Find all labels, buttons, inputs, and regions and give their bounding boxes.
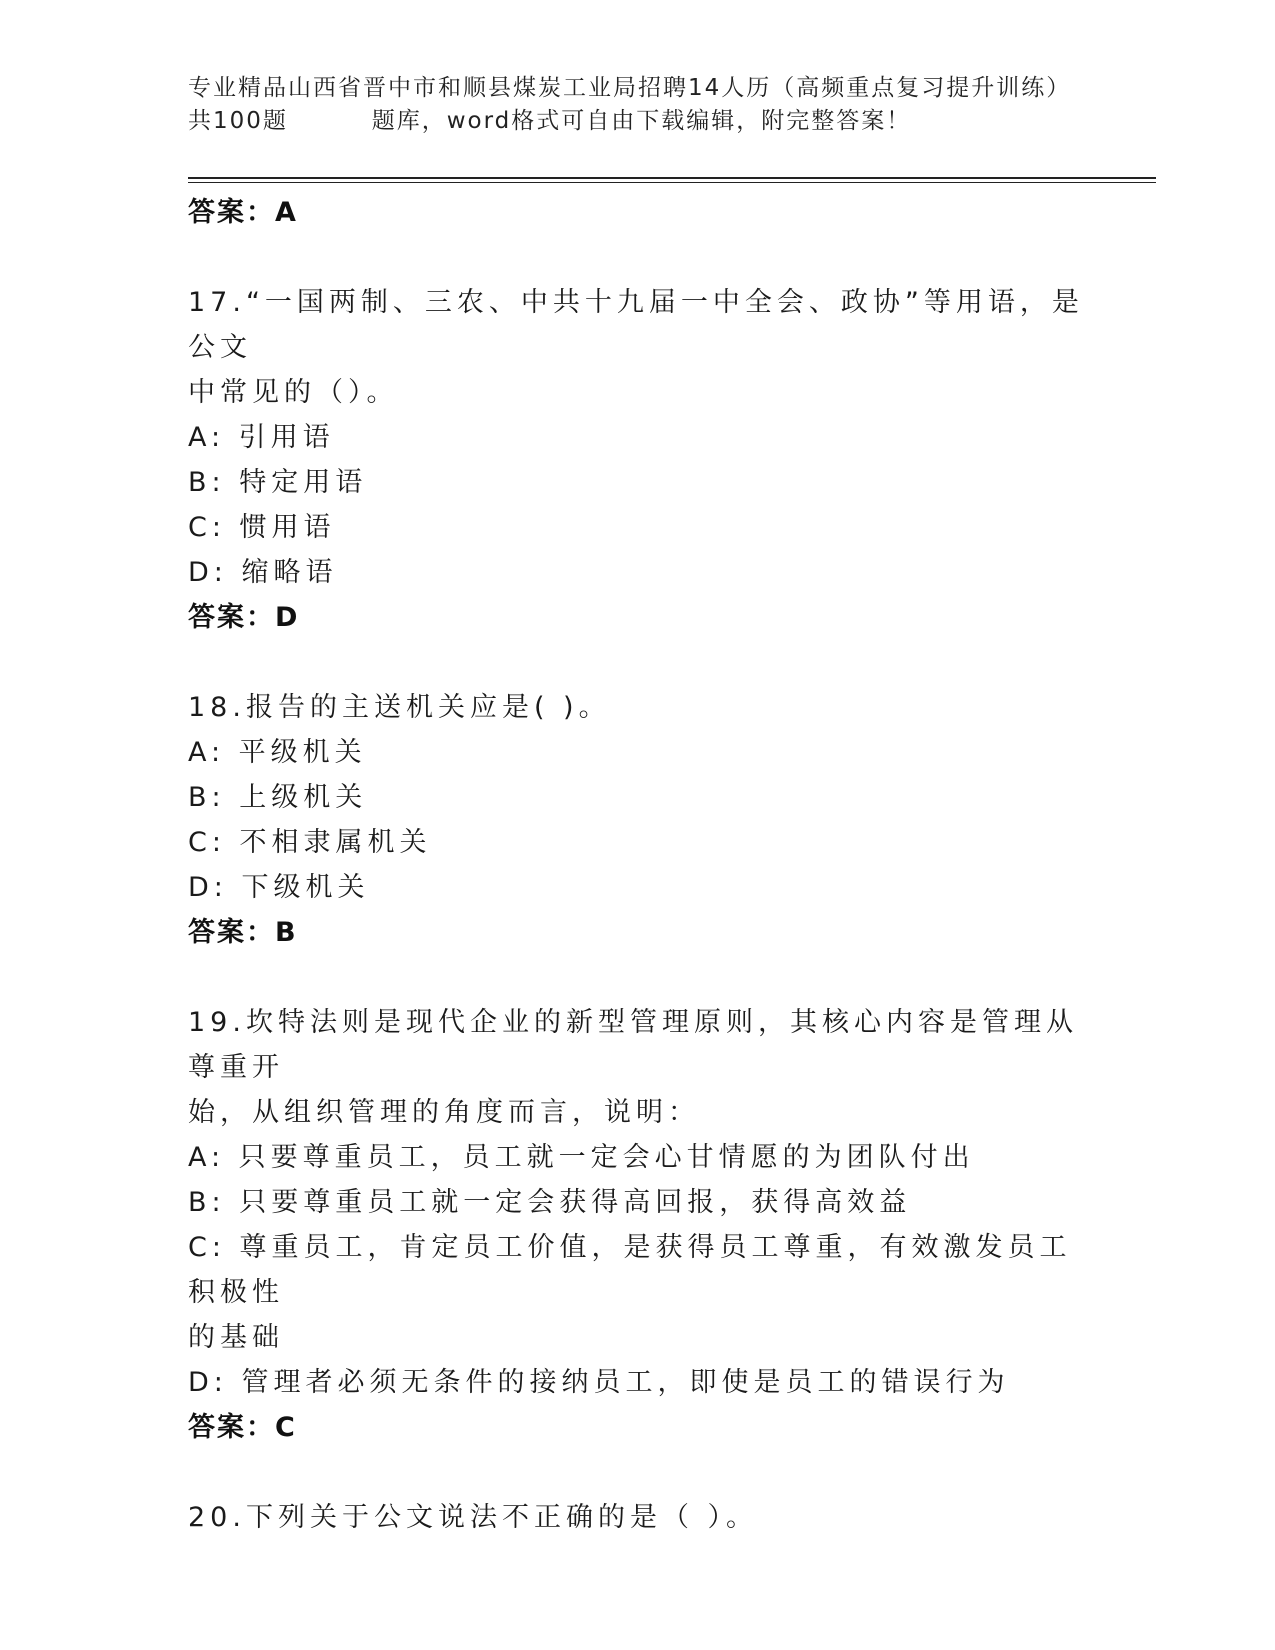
answer-18: 答案：B xyxy=(188,917,298,948)
question-19 xyxy=(188,1000,1088,1450)
option-c: C: 不相隶属机关 xyxy=(188,827,432,858)
question-stem-line: 20.下列关于公文说法不正确的是（ ）。 xyxy=(188,1502,759,1533)
header-title-line-1: 专业精品山西省晋中市和顺县煤炭工业局招聘14人历（高频重点复习提升训练） xyxy=(188,75,1072,101)
question-17 xyxy=(188,280,1088,640)
option-d: D: 缩略语 xyxy=(188,557,338,588)
answer-19: 答案：C xyxy=(188,1412,297,1443)
question-stem-line: 18.报告的主送机关应是( )。 xyxy=(188,692,611,723)
question-list xyxy=(188,190,1088,1540)
document-header xyxy=(188,72,1088,138)
question-stem-line: 17.“一国两制、三农、中共十九届一中全会、政协”等用语，是公文 xyxy=(188,287,1084,363)
answer-16: 答案：A xyxy=(188,197,298,228)
option-c: C: 尊重员工，肯定员工价值，是获得员工尊重，有效激发员工积极性 xyxy=(188,1232,1072,1308)
option-b: B: 特定用语 xyxy=(188,467,368,498)
question-stem-line: 始，从组织管理的角度而言，说明： xyxy=(188,1097,700,1128)
option-a: A: 引用语 xyxy=(188,422,335,453)
option-b: B: 只要尊重员工就一定会获得高回报，获得高效益 xyxy=(188,1187,912,1218)
answer-17: 答案：D xyxy=(188,602,300,633)
option-c-continued: 的基础 xyxy=(188,1322,284,1353)
option-c: C: 惯用语 xyxy=(188,512,336,543)
question-20 xyxy=(188,1495,1088,1540)
question-18 xyxy=(188,685,1088,955)
option-b: B: 上级机关 xyxy=(188,782,368,813)
option-a: A: 只要尊重员工，员工就一定会心甘情愿的为团队付出 xyxy=(188,1142,975,1173)
option-a: A: 平级机关 xyxy=(188,737,367,768)
spacer xyxy=(188,235,1088,280)
question-stem-line: 中常见的（）。 xyxy=(188,377,399,408)
option-d: D: 下级机关 xyxy=(188,872,370,903)
spacer xyxy=(188,640,1088,685)
spacer xyxy=(188,955,1088,1000)
spacer xyxy=(188,1450,1088,1495)
header-divider-thick xyxy=(188,177,1156,179)
option-d: D: 管理者必须无条件的接纳员工，即使是员工的错误行为 xyxy=(188,1367,1010,1398)
header-title-line-2: 共100题 题库，word格式可自由下载编辑，附完整答案！ xyxy=(188,108,912,134)
header-divider-thin xyxy=(188,182,1156,183)
question-stem-line: 19.坎特法则是现代企业的新型管理原则，其核心内容是管理从尊重开 xyxy=(188,1007,1078,1083)
